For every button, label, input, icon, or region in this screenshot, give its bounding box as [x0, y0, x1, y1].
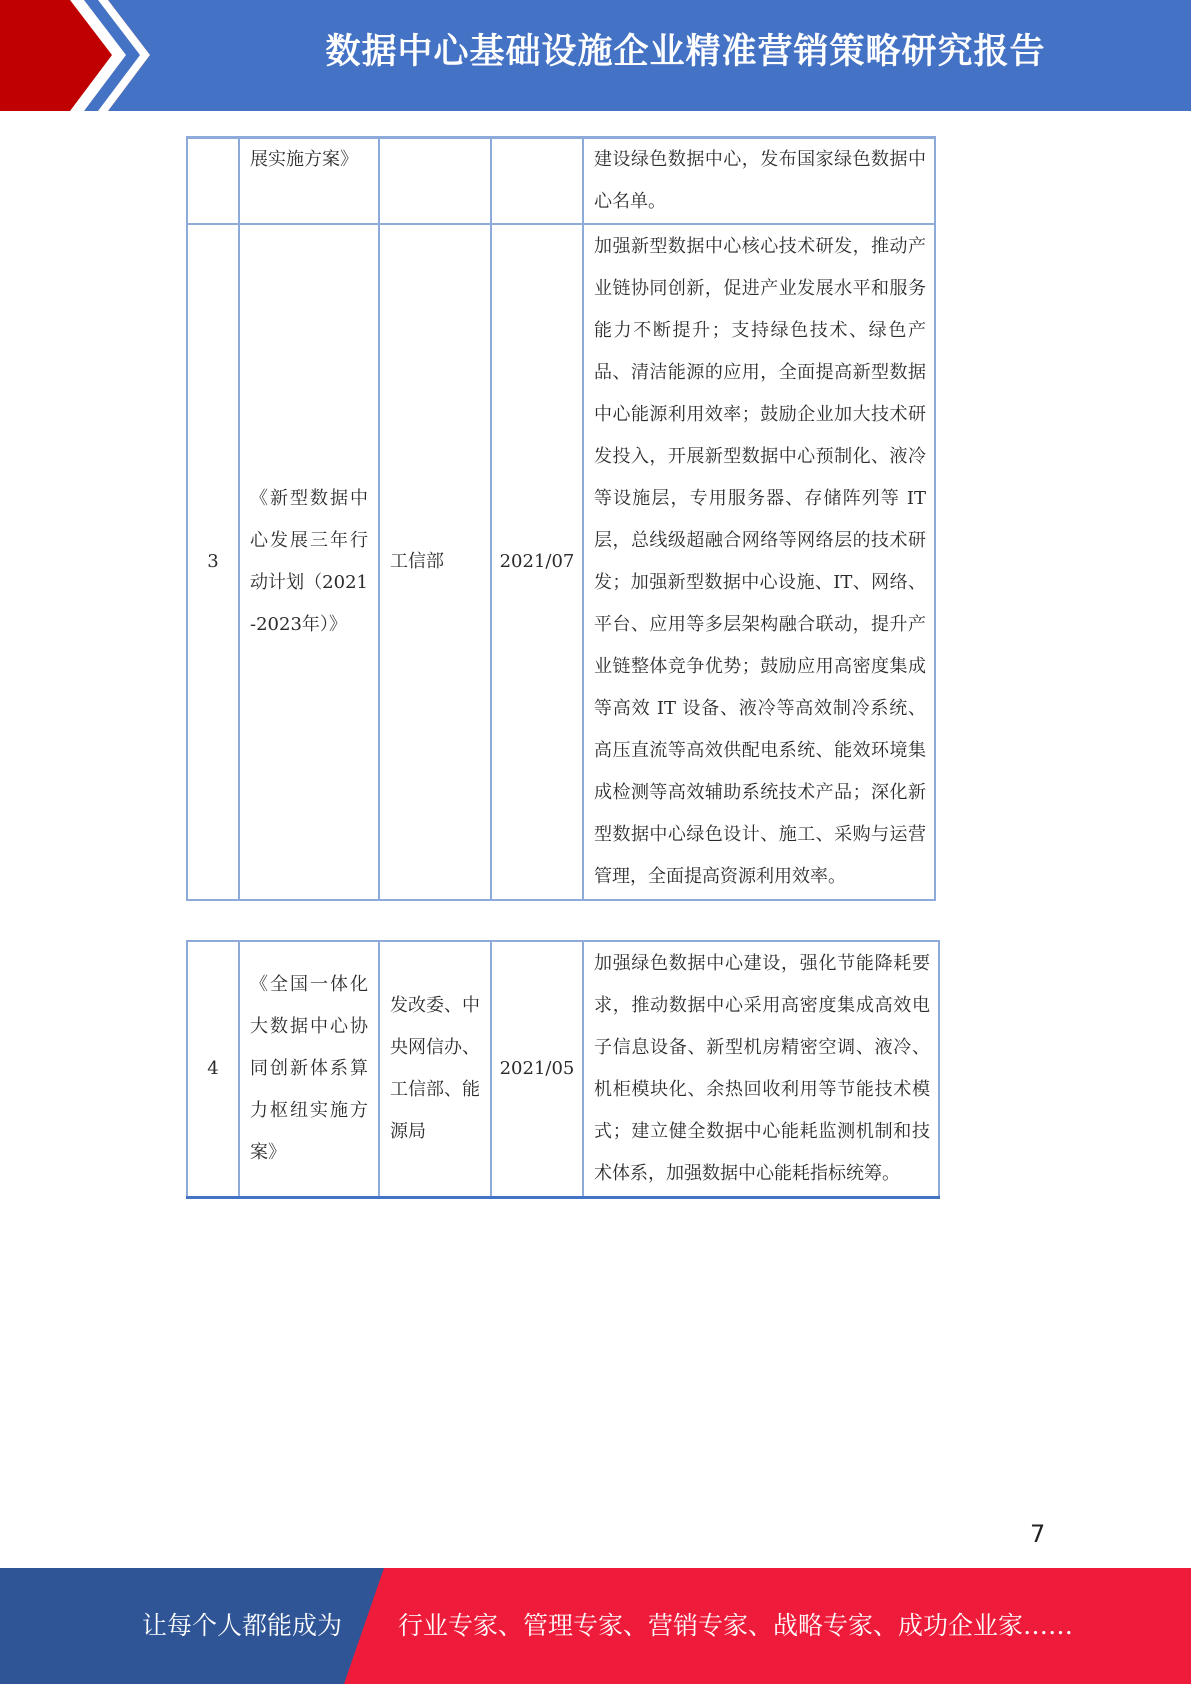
policy-date: 2021/05 — [491, 941, 583, 1197]
policy-date: 2021/07 — [491, 224, 583, 900]
table-row — [187, 138, 935, 225]
policy-name: 展实施方案》 — [239, 138, 379, 225]
report-title: 数据中心基础设施企业精准营销策略研究报告 — [325, 32, 1046, 72]
row-number: 4 — [187, 941, 239, 1197]
table-row — [187, 224, 935, 900]
policy-department — [379, 138, 491, 225]
policy-description: 加强绿色数据中心建设，强化节能降耗要求，推动数据中心采用高密度集成高效电子信息设备、新型机房精密空调、液冷、机柜模块化、余热回收利用等节能技术模式；建立健全数据中心能耗监测机制和技术体系，加强数据中心能耗指标统筹。 — [583, 941, 939, 1197]
policy-table-part1 — [186, 136, 936, 901]
row-number — [187, 138, 239, 225]
policy-description: 加强新型数据中心核心技术研发，推动产业链协同创新，促进产业发展水平和服务能力不断提升；支持绿色技术、绿色产品、清洁能源的应用，全面提高新型数据中心能源利用效率；鼓励企业加大技术研发投入，开展新型数据中心预制化、液冷等设施层，专用服务器、存储阵列等 IT 层，总线级超融合网络等网络层的技术研发；加强新型数据中心设施、IT、网络、平台、应用等多层架构融合联动，提升产业链整体竞争优势；鼓励应用高密度集成等高效 IT 设备、液冷等高效制冷系统、高压直流等高效供配电系统、能效环境集成检测等高效辅助系统技术产品；深化新型数据中心绿色设计、施工、采购与运营管理，全面提高资源利用效率。 — [583, 224, 935, 900]
policy-department: 工信部 — [379, 224, 491, 900]
footer-slogan-right: 行业专家、管理专家、营销专家、战略专家、成功企业家…… — [398, 1611, 1074, 1640]
policy-date — [491, 138, 583, 225]
report-header — [0, 0, 1191, 111]
policy-department: 发改委、中央网信办、工信部、能源局 — [379, 941, 491, 1197]
policy-table-part2 — [186, 940, 940, 1199]
report-footer — [0, 1568, 1191, 1684]
page-number: 7 — [1030, 1520, 1046, 1548]
table-row — [187, 941, 939, 1197]
policy-description: 建设绿色数据中心，发布国家绿色数据中心名单。 — [583, 138, 935, 225]
footer-slogan-left: 让每个人都能成为 — [142, 1611, 343, 1640]
policy-name: 《全国一体化大数据中心协同创新体系算力枢纽实施方案》 — [239, 941, 379, 1197]
row-number: 3 — [187, 224, 239, 900]
policy-name: 《新型数据中心发展三年行动计划（2021-2023年）》 — [239, 224, 379, 900]
